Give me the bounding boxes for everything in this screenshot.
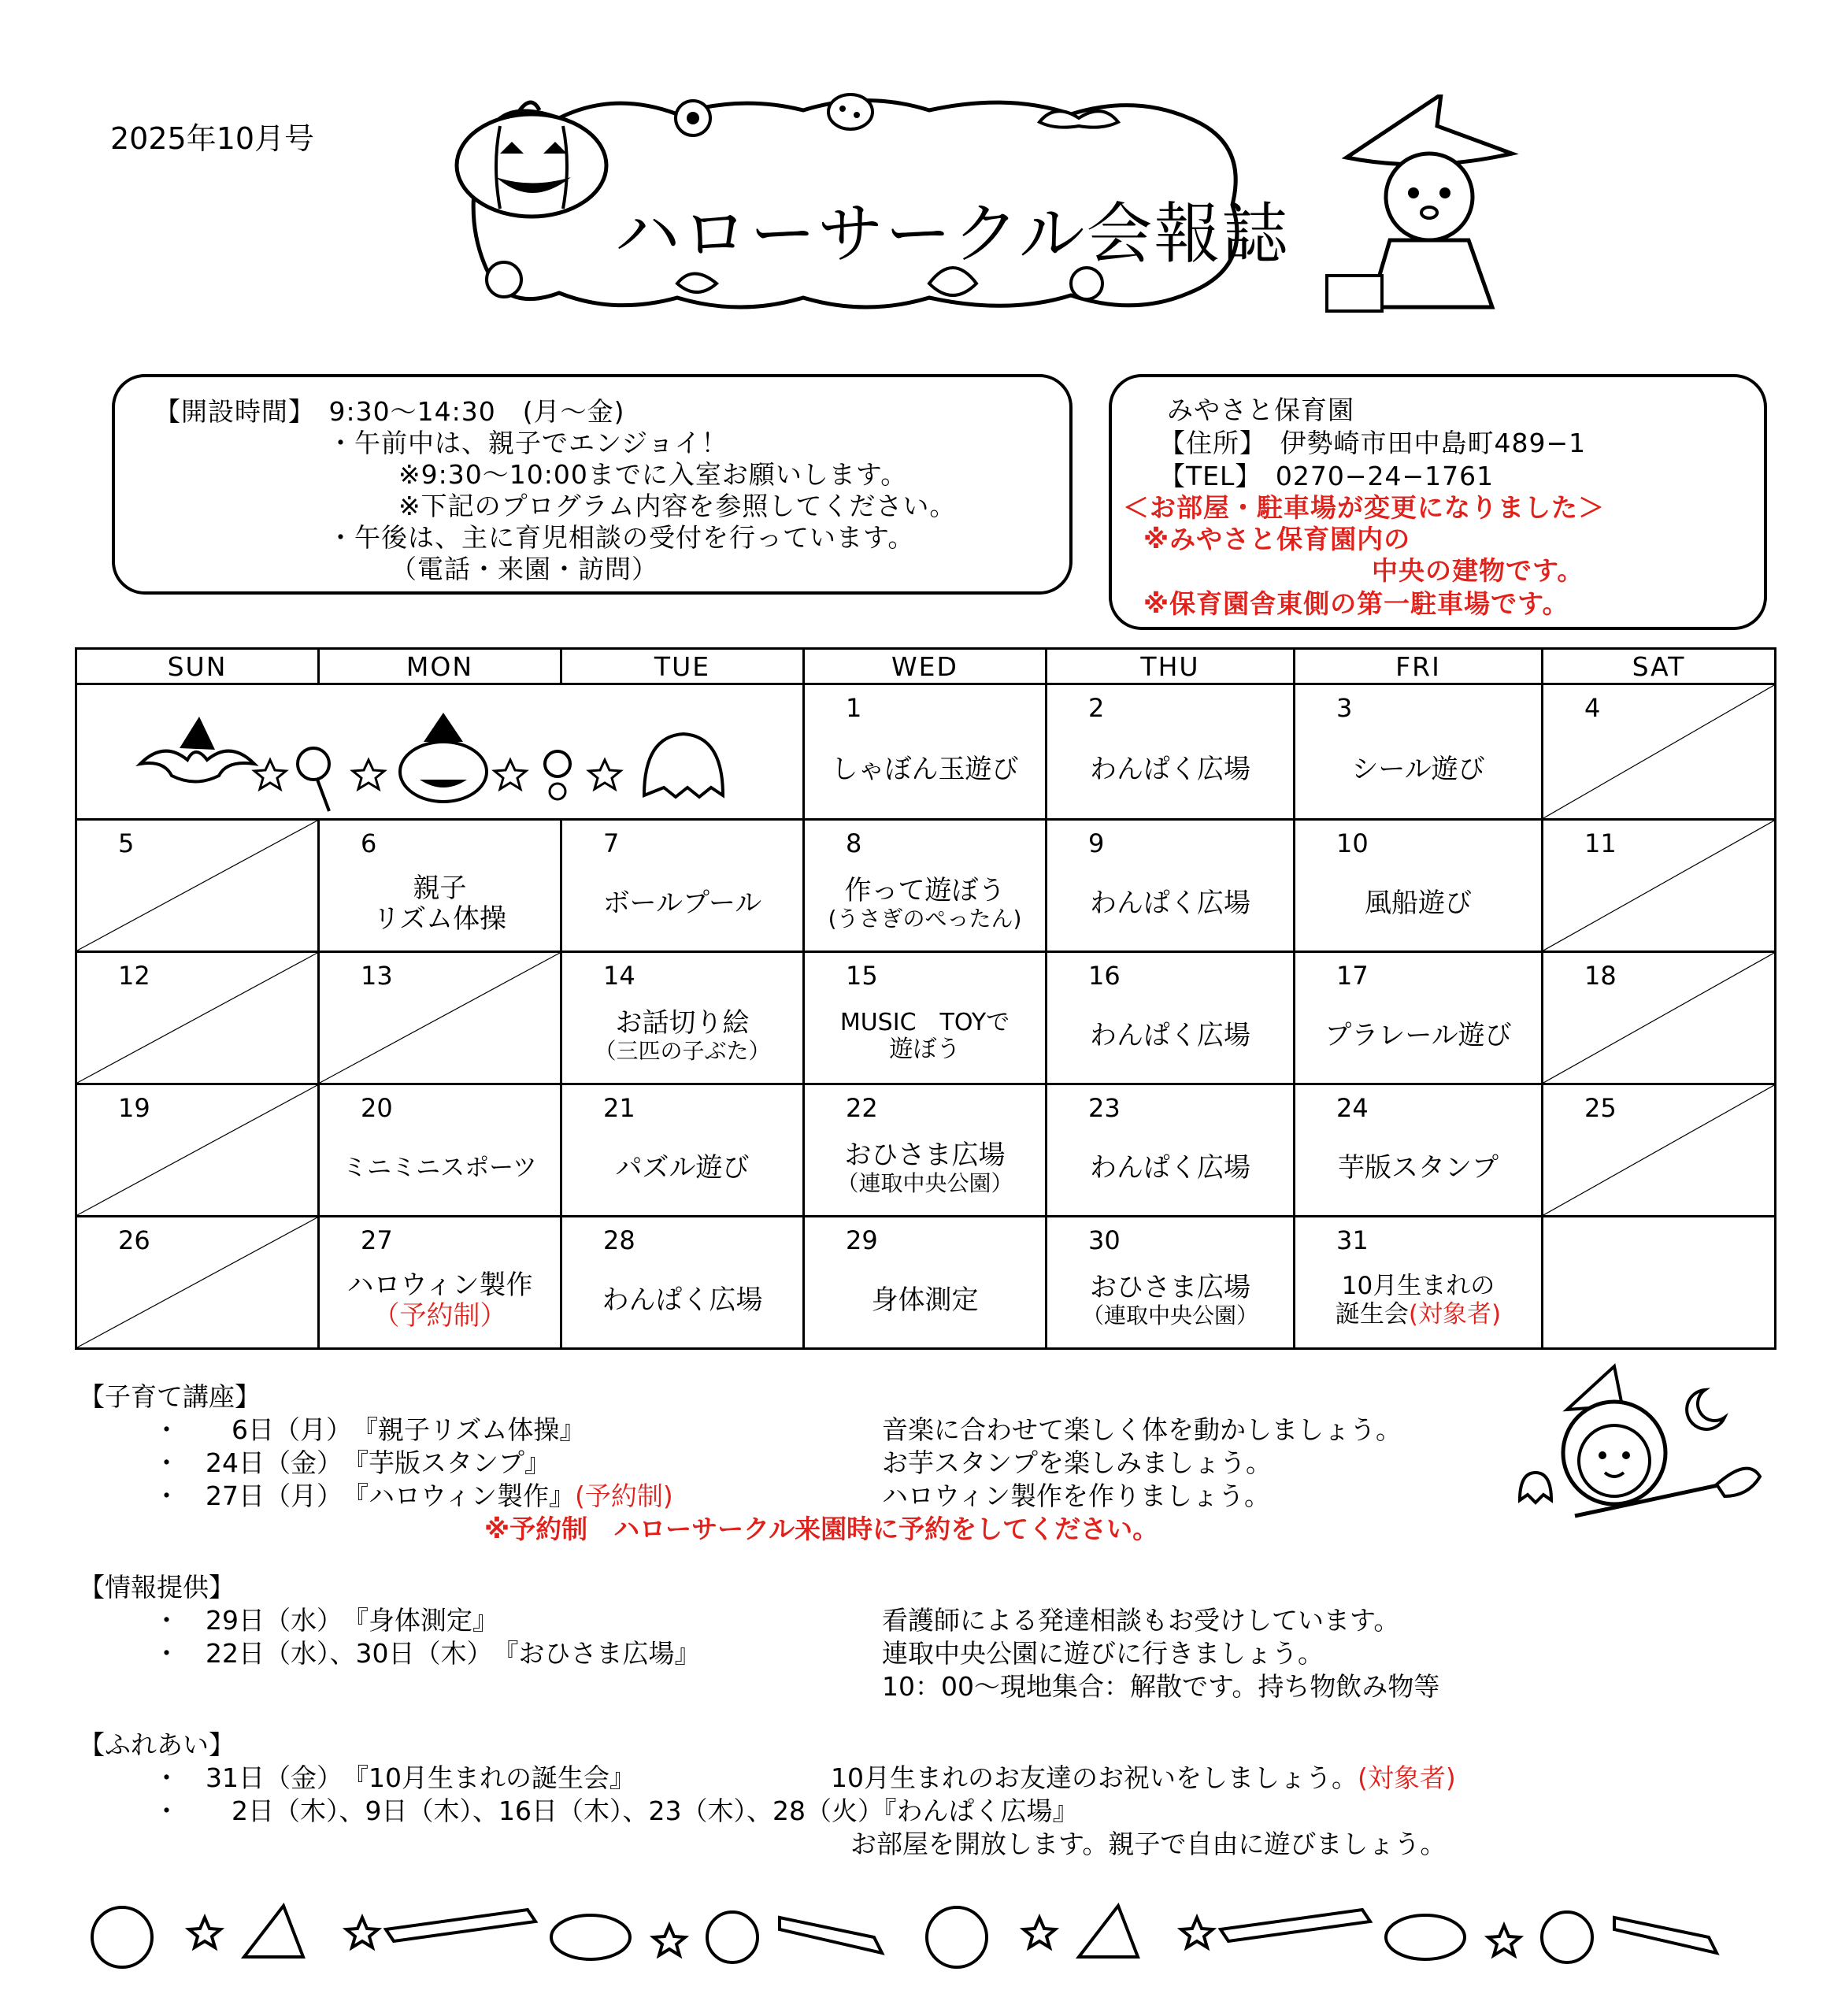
day-cell [561, 952, 804, 1084]
kosodate-item: ・ 6日（月） 『親子リズム体操』 [154, 1414, 586, 1445]
fureai-item: ・ 31日（金） 『10月生まれの誕生会』 [154, 1762, 635, 1793]
day-cell [561, 1084, 804, 1217]
joho-item: ・ 29日（水） 『身体測定』 [154, 1605, 498, 1636]
day-cell [1047, 1084, 1295, 1217]
day-number: 10 [1336, 828, 1369, 858]
weekday-header: TUE [561, 649, 804, 684]
nursery-name: みやさと保育園 [1167, 395, 1354, 425]
section-heading-kosodate: 【子育て講座】 [79, 1381, 261, 1412]
halloween-border-decoration [87, 1894, 1756, 1973]
event-label: 誕生会 [1335, 1300, 1409, 1329]
day-number: 25 [1584, 1093, 1617, 1123]
weekday-header: SUN [76, 649, 319, 684]
day-number: 1 [846, 693, 862, 723]
hours-line: 【開設時間】 9:30～14:30 (月～金) [154, 396, 625, 427]
fureai-item: ・ 2日（木）、9日（木）、16日（木）、23（木）、28（火）『わんぱく広場』 [154, 1796, 1079, 1826]
event-label: おひさま広場 [844, 1140, 1006, 1172]
kosodate-desc: ハロウィン製作を作りましょう。 [882, 1480, 1271, 1511]
day-number: 21 [603, 1093, 635, 1123]
section-heading-fureai: 【ふれあい】 [79, 1729, 235, 1760]
day-number: 19 [118, 1093, 150, 1123]
calendar-week-row [76, 820, 1776, 952]
event-label: わんぱく広場 [1090, 1020, 1250, 1052]
day-cell-closed [1543, 820, 1776, 952]
day-cell [804, 1084, 1047, 1217]
day-number: 13 [361, 961, 393, 991]
reservation-label: (予約制) [575, 1480, 673, 1511]
closed-slash [320, 953, 560, 1083]
ghost-icon [644, 734, 723, 797]
hours-line: ・午後は、主に育児相談の受付を行っています。 [328, 522, 915, 553]
calendar [75, 647, 1776, 1350]
day-cell [561, 1217, 804, 1349]
day-cell [1295, 1217, 1543, 1349]
event-sublabel: （連取中央公園） [1081, 1303, 1258, 1329]
event-label: おひさま広場 [1090, 1272, 1250, 1304]
event-label: 親子 [413, 872, 467, 904]
day-cell-closed [1543, 1084, 1776, 1217]
day-cell [804, 820, 1047, 952]
star-icon [353, 760, 384, 789]
pumpkin-icon [445, 91, 634, 224]
day-cell [1295, 1084, 1543, 1217]
event-label: ハロウィン製作 [346, 1269, 533, 1301]
event-label: わんぱく広場 [602, 1284, 763, 1317]
calendar-week-row [76, 952, 1776, 1084]
day-cell [1295, 820, 1543, 952]
weekday-header: SAT [1543, 649, 1776, 684]
hours-line: （電話・来園・訪問） [391, 554, 658, 584]
day-cell [1047, 820, 1295, 952]
closed-slash [77, 953, 317, 1083]
day-number: 26 [118, 1225, 150, 1255]
joho-item: ・ 22日（水）、30日（木） 『おひさま広場』 [154, 1638, 701, 1669]
day-cell-closed [76, 952, 319, 1084]
event-label: 芋版スタンプ [1338, 1152, 1499, 1184]
fureai-desc: お部屋を開放します。親子で自由に遊びましょう。 [850, 1829, 1447, 1859]
event-label: シール遊び [1351, 754, 1485, 786]
closed-slash [77, 821, 317, 951]
hours-line: ※9:30～10:00までに入室お願いします。 [398, 459, 908, 490]
halloween-decoration-cell [76, 684, 804, 820]
day-number: 8 [846, 828, 862, 858]
day-number: 2 [1088, 693, 1105, 723]
day-cell-empty [1543, 1217, 1776, 1349]
day-number: 31 [1336, 1225, 1369, 1255]
kosodate-item: ・ 24日（金） 『芋版スタンプ』 [154, 1447, 550, 1478]
day-number: 9 [1088, 828, 1105, 858]
day-number: 16 [1088, 961, 1121, 991]
day-number: 27 [361, 1225, 393, 1255]
closed-slash [77, 1217, 317, 1347]
day-cell [804, 684, 1047, 820]
pumpkin-icon [400, 713, 487, 802]
day-number: 12 [118, 961, 150, 991]
nursery-info-box [1109, 374, 1767, 630]
event-label: わんぱく広場 [1090, 888, 1250, 920]
event-sublabel: （三匹の子ぶた） [594, 1038, 771, 1065]
closed-slash [77, 1085, 317, 1215]
day-cell-closed [1543, 952, 1776, 1084]
event-label: MUSIC TOYで [839, 1008, 1010, 1036]
day-cell [804, 952, 1047, 1084]
day-cell [1295, 684, 1543, 820]
event-label: 遊ぼう [889, 1036, 961, 1063]
day-number: 15 [846, 961, 878, 991]
star-icon [495, 760, 526, 789]
kosodate-desc: お芋スタンプを楽しみましょう。 [882, 1447, 1272, 1478]
day-number: 28 [603, 1225, 635, 1255]
day-cell-closed [76, 1084, 319, 1217]
star-icon [589, 760, 621, 789]
event-label: 身体測定 [871, 1284, 979, 1317]
kosodate-desc: 音楽に合わせて楽しく体を動かしましょう。 [882, 1414, 1402, 1445]
opening-hours-box [112, 374, 1073, 595]
star-icon [254, 760, 286, 789]
day-cell-closed [76, 820, 319, 952]
issue-label: 2025年10月号 [110, 121, 315, 156]
closed-slash [1543, 1085, 1774, 1215]
bunny-witch-icon [1504, 1362, 1764, 1544]
weekday-header: MON [319, 649, 561, 684]
day-number: 22 [846, 1093, 878, 1123]
lollipop-icon [298, 748, 329, 811]
event-label: プラレール遊び [1324, 1020, 1512, 1052]
day-number: 20 [361, 1093, 393, 1123]
day-number: 24 [1336, 1093, 1369, 1123]
day-number: 6 [361, 828, 377, 858]
day-number: 18 [1584, 961, 1617, 991]
bat-icon [140, 717, 254, 782]
kosodate-item [154, 1476, 673, 1513]
day-cell [1047, 684, 1295, 820]
day-cell-closed [1543, 684, 1776, 820]
fureai-desc [831, 1758, 1456, 1795]
day-cell [561, 820, 804, 952]
change-notice: 中央の建物です。 [1372, 555, 1584, 586]
day-number: 7 [603, 828, 620, 858]
calendar-week-row [76, 684, 1776, 820]
day-number: 17 [1336, 961, 1369, 991]
event-sublabel: (うさぎのぺったん) [828, 906, 1022, 932]
halloween-icons [77, 685, 805, 815]
day-cell-closed [319, 952, 561, 1084]
closed-slash [1543, 821, 1774, 951]
day-number: 4 [1584, 693, 1601, 723]
day-number: 14 [603, 961, 635, 991]
day-cell [319, 820, 561, 952]
reservation-note: ※予約制 ハローサークル来園時に予約をしてください。 [484, 1514, 1159, 1544]
day-cell [1295, 952, 1543, 1084]
calendar-week-row [76, 1217, 1776, 1349]
event-label: リズム体操 [372, 903, 507, 935]
target-label: (対象者) [1408, 1300, 1502, 1329]
nursery-tel: 【TEL】 0270−24−1761 [1159, 461, 1495, 491]
joho-desc: 連取中央公園に遊びに行きましょう。 [882, 1638, 1324, 1669]
change-notice: ※保育園舎東側の第一駐車場です。 [1143, 588, 1569, 619]
event-label: ミニミニスポーツ [343, 1154, 537, 1183]
day-number: 23 [1088, 1093, 1121, 1123]
kosodate-item-text: ・ 27日（月） 『ハロウィン製作』 [154, 1480, 576, 1511]
witch-girl-icon [1299, 94, 1559, 331]
section-heading-joho: 【情報提供】 [79, 1572, 235, 1603]
weekday-header: WED [804, 649, 1047, 684]
day-cell [1047, 1217, 1295, 1349]
event-label: わんぱく広場 [1090, 754, 1250, 786]
day-number: 11 [1584, 828, 1617, 858]
day-cell [319, 1084, 561, 1217]
event-label: 10月生まれの [1341, 1272, 1495, 1301]
change-notice: ＜お部屋・駐車場が変更になりました＞ [1123, 492, 1605, 523]
event-label: しゃぼん玉遊び [831, 754, 1019, 786]
event-label: わんぱく広場 [1090, 1152, 1250, 1184]
change-notice: ※みやさと保育園内の [1143, 524, 1411, 554]
page-title: ハローサークル会報誌 [614, 195, 1290, 272]
event-label: お話切り絵 [615, 1007, 750, 1040]
event-label: パズル遊び [615, 1152, 750, 1184]
day-number: 3 [1336, 693, 1353, 723]
day-number: 5 [118, 828, 135, 858]
nursery-address: 【住所】 伊勢崎市田中島町489−1 [1159, 428, 1587, 458]
hours-line: ・午前中は、親子でエンジョイ！ [328, 428, 728, 458]
calendar-week-row [76, 1084, 1776, 1217]
event-label: 作って遊ぼう [844, 875, 1006, 907]
flower-icon [545, 751, 570, 799]
fureai-desc-text: 10月生まれのお友達のお祝いをしましょう。 [831, 1762, 1358, 1793]
closed-slash [1543, 953, 1774, 1083]
joho-desc: 10：00～現地集合：解散です。持ち物飲み物等 [882, 1671, 1440, 1702]
hours-line: ※下記のプログラム内容を参照してください。 [398, 491, 957, 521]
calendar-header-row [76, 649, 1776, 684]
event-label: 風船遊び [1365, 888, 1472, 920]
day-number: 29 [846, 1225, 878, 1255]
reservation-label: （予約制） [372, 1300, 507, 1332]
target-label: (対象者) [1358, 1762, 1456, 1793]
weekday-header: THU [1047, 649, 1295, 684]
closed-slash [1543, 685, 1774, 818]
day-cell [804, 1217, 1047, 1349]
day-number: 30 [1088, 1225, 1121, 1255]
event-label: ボールプール [602, 888, 762, 920]
day-cell [319, 1217, 561, 1349]
day-cell-closed [76, 1217, 319, 1349]
day-cell [1047, 952, 1295, 1084]
weekday-header: FRI [1295, 649, 1543, 684]
joho-desc: 看護師による発達相談もお受けしています。 [882, 1605, 1400, 1636]
event-sublabel: （連取中央公園） [836, 1170, 1013, 1197]
